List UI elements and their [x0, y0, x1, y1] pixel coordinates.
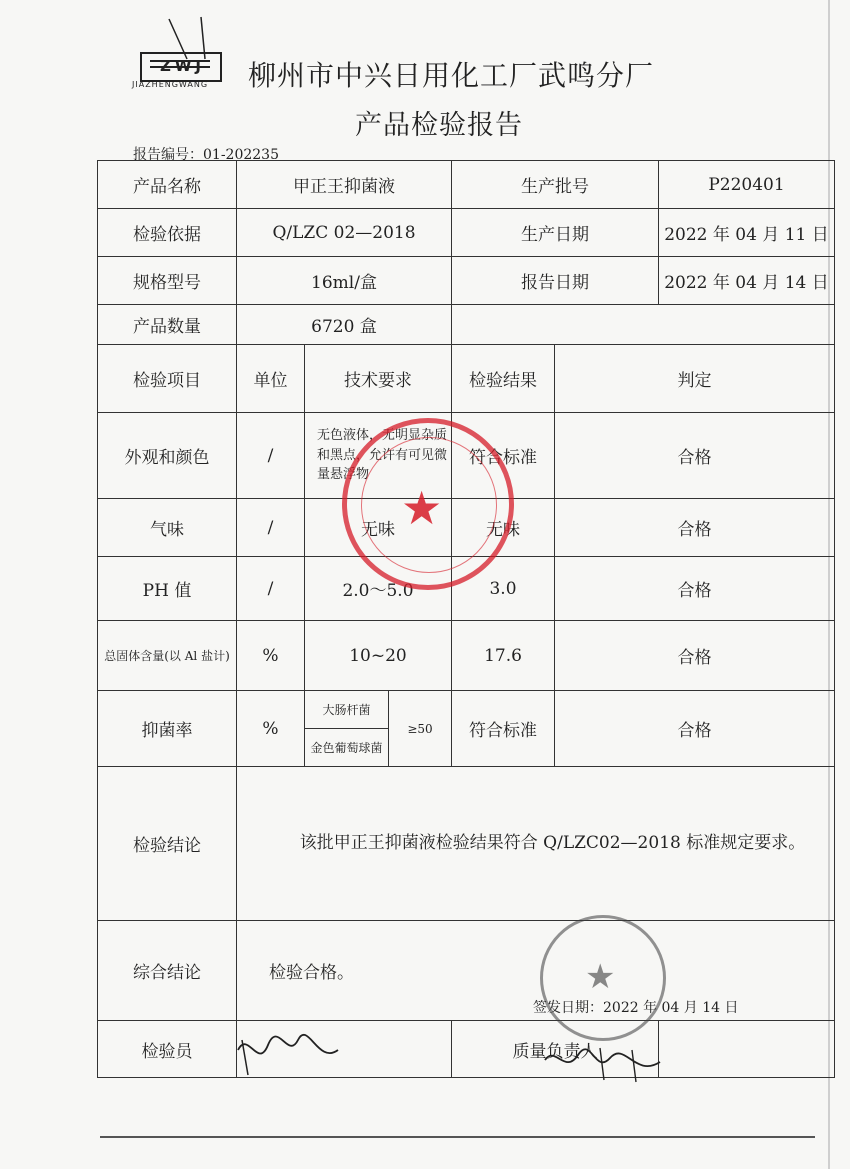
- logo-subtext: JIAZHENGWANG: [132, 80, 209, 89]
- antibac-result: 符合标准: [452, 691, 555, 767]
- quantity-value: 6720 盒: [237, 305, 452, 345]
- basis-label: 检验依据: [98, 209, 237, 257]
- batch-label: 生产批号: [452, 161, 659, 209]
- bacteria-staph: 金色葡萄球菌: [305, 729, 389, 767]
- inspector-signature: [228, 1020, 348, 1080]
- production-date-value: 2022 年 04 月 11 日: [659, 209, 835, 257]
- antibac-item: 抑菌率: [98, 691, 237, 767]
- conclusion-sentence: 该批甲正王抑菌液检验结果符合 Q/LZC02—2018 标准规定要求。: [299, 833, 806, 854]
- company-name: 柳州市中兴日用化工厂武鸣分厂: [248, 59, 655, 92]
- spec-value: 16ml/盒: [237, 257, 452, 305]
- row-result: 无味: [452, 499, 555, 557]
- empty-cell: [452, 305, 835, 345]
- report-number: 报告编号：01-202235: [133, 147, 279, 163]
- antibac-threshold: ≥50: [389, 691, 452, 767]
- inspection-table: [97, 160, 835, 1078]
- sign-date: 签发日期：2022 年 04 月 14 日: [533, 1000, 739, 1016]
- logo-pen-strokes: [165, 15, 225, 65]
- row-requirement: 无色液体，无明显杂质和黑点，允许有可见微量悬浮物: [305, 413, 452, 499]
- row-judgment: 合格: [555, 557, 835, 621]
- row-result: 符合标准: [452, 413, 555, 499]
- row-item: 总固体含量(以 Al 盐计): [98, 621, 237, 691]
- gray-company-seal: [540, 915, 666, 1041]
- red-company-seal: [342, 418, 514, 590]
- col-requirement-header: 技术要求: [305, 345, 452, 413]
- quantity-label: 产品数量: [98, 305, 237, 345]
- antibac-judgment: 合格: [555, 691, 835, 767]
- row-item: 气味: [98, 499, 237, 557]
- row-requirement: 无味: [305, 499, 452, 557]
- bacteria-ecoli: 大肠杆菌: [305, 691, 389, 729]
- quality-manager-label: 质量负责人: [452, 1021, 659, 1078]
- report-date-label: 报告日期: [452, 257, 659, 305]
- col-unit-header: 单位: [237, 345, 305, 413]
- row-judgment: 合格: [555, 499, 835, 557]
- batch-value: P220401: [659, 161, 835, 209]
- product-name-value: 甲正王抑菌液: [237, 161, 452, 209]
- row-judgment: 合格: [555, 413, 835, 499]
- production-date-label: 生产日期: [452, 209, 659, 257]
- row-unit: /: [237, 557, 305, 621]
- report-title: 产品检验报告: [355, 110, 523, 141]
- col-judgment-header: 判定: [555, 345, 835, 413]
- seal-star-icon: ★: [585, 957, 616, 997]
- spec-label: 规格型号: [98, 257, 237, 305]
- basis-value: Q/LZC 02—2018: [237, 209, 452, 257]
- conclusion-label: 检验结论: [98, 767, 237, 921]
- row-result: 3.0: [452, 557, 555, 621]
- row-judgment: 合格: [555, 621, 835, 691]
- col-item-header: 检验项目: [98, 345, 237, 413]
- overall-text: 检验合格。: [237, 921, 835, 1021]
- row-requirement: 2.0～5.0: [305, 557, 452, 621]
- overall-label: 综合结论: [98, 921, 237, 1021]
- row-requirement: 10~20: [305, 621, 452, 691]
- conclusion-text: [237, 767, 835, 921]
- seal-star-icon: ★: [401, 481, 443, 535]
- logo-text: ZWJ: [160, 57, 206, 75]
- table-row: [98, 621, 835, 691]
- row-result: 17.6: [452, 621, 555, 691]
- antibac-unit: %: [237, 691, 305, 767]
- row-unit: /: [237, 499, 305, 557]
- row-item: PH 值: [98, 557, 237, 621]
- row-unit: /: [237, 413, 305, 499]
- product-name-label: 产品名称: [98, 161, 237, 209]
- row-item: 外观和颜色: [98, 413, 237, 499]
- inspector-label: 检验员: [98, 1021, 237, 1078]
- col-result-header: 检验结果: [452, 345, 555, 413]
- row-unit: %: [237, 621, 305, 691]
- report-date-value: 2022 年 04 月 14 日: [659, 257, 835, 305]
- quality-manager-signature: [540, 1040, 670, 1085]
- quality-signature-cell: [659, 1021, 835, 1078]
- bottom-rule: [100, 1136, 815, 1138]
